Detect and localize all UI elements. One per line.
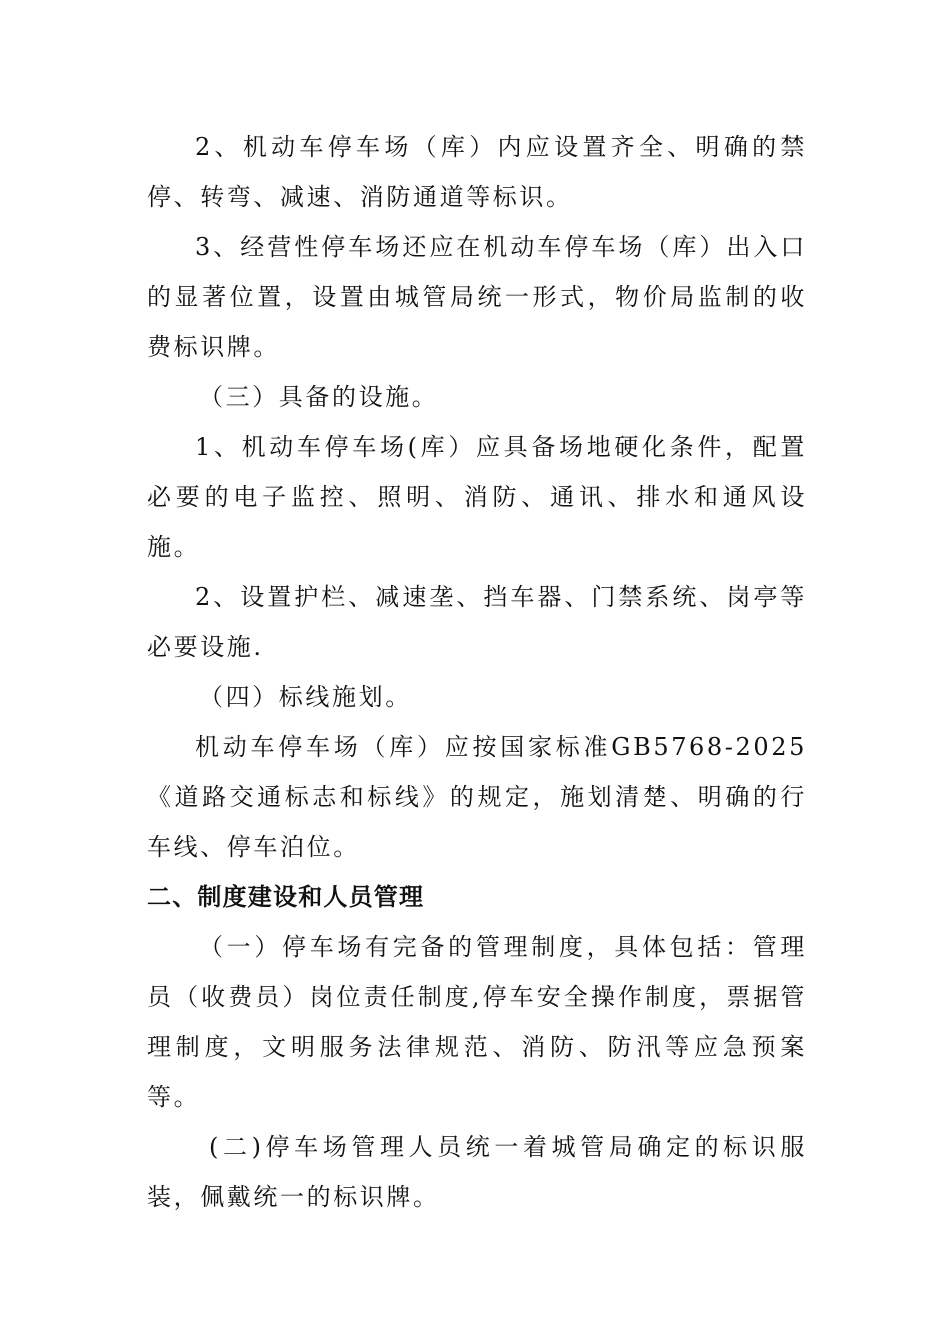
document-page [147,122,807,1222]
paragraph-necessary-equipment: 2、设置护栏、减速垄、挡车器、门禁系统、岗亭等必要设施. [147,583,807,661]
subheading-facilities: （三）具备的设施。 [199,383,439,411]
paragraph-marking-standard: 机动车停车场（库）应按国家标准GB5768-2025《道路交通标志和标线》的规定，施划清楚、明确的行车线、停车泊位。 [147,733,807,861]
paragraph-staff-uniform: (二)停车场管理人员统一着城管局确定的标识服装，佩戴统一的标识牌。 [147,1133,807,1211]
section-heading-management: 二、制度建设和人员管理 [147,883,425,911]
paragraph-management-rules: （一）停车场有完备的管理制度，具体包括：管理员（收费员）岗位责任制度,停车安全操作制度，票据管理制度，文明服务法律规范、消防、防汛等应急预案等。 [147,933,807,1111]
paragraph-fee-sign: 3、经营性停车场还应在机动车停车场（库）出入口的显著位置，设置由城管局统一形式，物价局监制的收费标识牌。 [147,233,807,361]
subheading-line-marking: （四）标线施划。 [199,683,412,711]
paragraph-signage-requirements: 2、机动车停车场（库）内应设置齐全、明确的禁停、转弯、减速、消防通道等标识。 [147,133,807,211]
paragraph-site-conditions: 1、机动车停车场(库）应具备场地硬化条件，配置必要的电子监控、照明、消防、通讯、排水和通风设施。 [147,433,807,561]
